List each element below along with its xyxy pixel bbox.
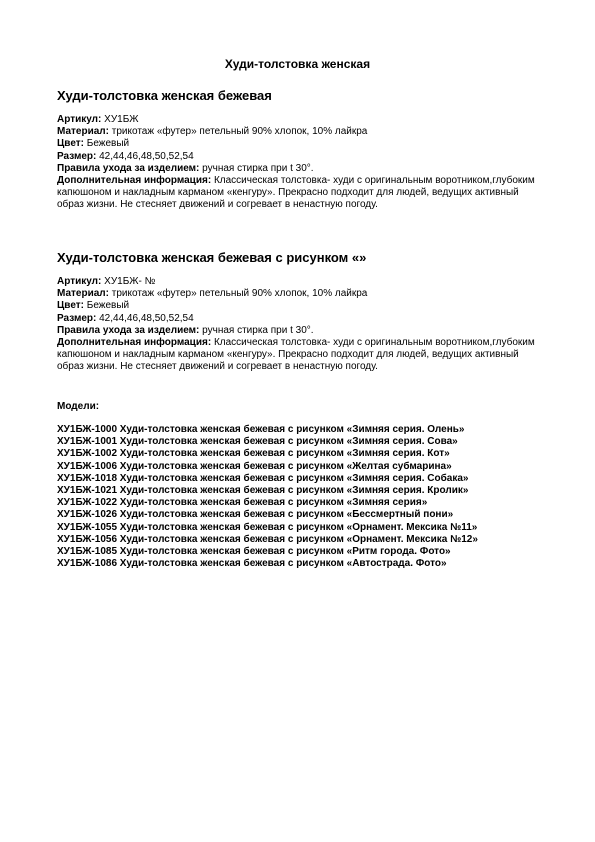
additional-info-field xyxy=(57,175,547,212)
document-title: Худи-толстовка женская xyxy=(224,57,371,71)
field-label: Размер: xyxy=(57,312,97,324)
model-item: ХУ1БЖ-1026 Худи-толстовка женская бежевая с рисунком «Бессмертный пони» xyxy=(57,509,454,521)
field-label: Дополнительная информация: xyxy=(57,337,212,349)
additional-info-field xyxy=(57,337,547,374)
material-field xyxy=(57,126,547,138)
field-label: Артикул: xyxy=(57,114,102,125)
field-label: Артикул: xyxy=(57,276,102,287)
field-value: трикотаж «футер» петельный 90% хлопок, 10% лайкра xyxy=(111,126,368,138)
product-section-beige-print xyxy=(57,250,547,374)
field-label: Материал: xyxy=(57,126,109,138)
care-field xyxy=(57,163,547,175)
model-item: ХУ1БЖ-1055 Худи-толстовка женская бежевая с рисунком «Орнамент. Мексика №11» xyxy=(57,521,478,533)
field-label: Правила ухода за изделием: xyxy=(57,162,200,174)
model-item: ХУ1БЖ-1002 Худи-толстовка женская бежевая с рисунком «Зимняя серия. Кот» xyxy=(57,448,450,460)
field-label: Материал: xyxy=(57,288,109,300)
color-field xyxy=(57,300,547,312)
model-item: ХУ1БЖ-1001 Худи-толстовка женская бежевая с рисунком «Зимняя серия. Сова» xyxy=(57,436,458,448)
field-label: Дополнительная информация: xyxy=(57,175,212,187)
material-field xyxy=(57,288,547,300)
size-field xyxy=(57,151,547,163)
product-section-beige xyxy=(57,88,547,212)
models-label: Модели: xyxy=(57,401,100,412)
field-value: ручная стирка при t 30°. xyxy=(202,162,314,174)
model-item: ХУ1БЖ-1006 Худи-толстовка женская бежевая с рисунком «Желтая субмарина» xyxy=(57,460,452,472)
care-field xyxy=(57,325,547,337)
article-field xyxy=(57,114,547,126)
model-item: ХУ1БЖ-1000 Худи-толстовка женская бежевая с рисунком «Зимняя серия. Олень» xyxy=(57,424,465,435)
product-heading: Худи-толстовка женская бежевая xyxy=(57,88,272,103)
color-field xyxy=(57,138,547,150)
model-item: ХУ1БЖ-1086 Худи-толстовка женская бежевая с рисунком «Автострада. Фото» xyxy=(57,558,447,570)
field-label: Правила ухода за изделием: xyxy=(57,324,200,336)
models-section xyxy=(57,401,557,570)
model-item: ХУ1БЖ-1021 Худи-толстовка женская бежевая с рисунком «Зимняя серия. Кролик» xyxy=(57,485,469,497)
field-value: трикотаж «футер» петельный 90% хлопок, 10% лайкра xyxy=(111,288,368,300)
field-value: Бежевый xyxy=(86,300,130,312)
field-value: Классическая толстовка- худи с оригинальным воротником,глубоким капюшоном и накладным карманом «кенгуру». Прекрасно подходит для людей, ведущих активный образ жизни. Не стесняет движений и согревает в ненастную погоду. xyxy=(57,175,535,211)
field-label: Размер: xyxy=(57,150,97,162)
field-label: Цвет: xyxy=(57,300,84,312)
field-value: 42,44,46,48,50,52,54 xyxy=(99,312,194,324)
field-value: 42,44,46,48,50,52,54 xyxy=(99,150,194,162)
product-heading: Худи-толстовка женская бежевая с рисунком «» xyxy=(57,250,367,265)
model-item: ХУ1БЖ-1018 Худи-толстовка женская бежевая с рисунком «Зимняя серия. Собака» xyxy=(57,472,469,484)
model-item: ХУ1БЖ-1056 Худи-толстовка женская бежевая с рисунком «Орнамент. Мексика №12» xyxy=(57,533,478,545)
model-item: ХУ1БЖ-1085 Худи-толстовка женская бежевая с рисунком «Ритм города. Фото» xyxy=(57,546,451,558)
field-value: ХУ1БЖ- № xyxy=(104,276,156,287)
article-field xyxy=(57,276,547,288)
field-value: Бежевый xyxy=(86,138,130,150)
field-value: ручная стирка при t 30°. xyxy=(202,324,314,336)
field-label: Цвет: xyxy=(57,138,84,150)
model-item: ХУ1БЖ-1022 Худи-толстовка женская бежевая с рисунком «Зимняя серия» xyxy=(57,497,428,509)
size-field xyxy=(57,313,547,325)
field-value: Классическая толстовка- худи с оригинальным воротником,глубоким капюшоном и накладным карманом «кенгуру». Прекрасно подходит для людей, ведущих активный образ жизни. Не стесняет движений и согревает в ненастную погоду. xyxy=(57,337,535,373)
field-value: ХУ1БЖ xyxy=(104,114,139,125)
